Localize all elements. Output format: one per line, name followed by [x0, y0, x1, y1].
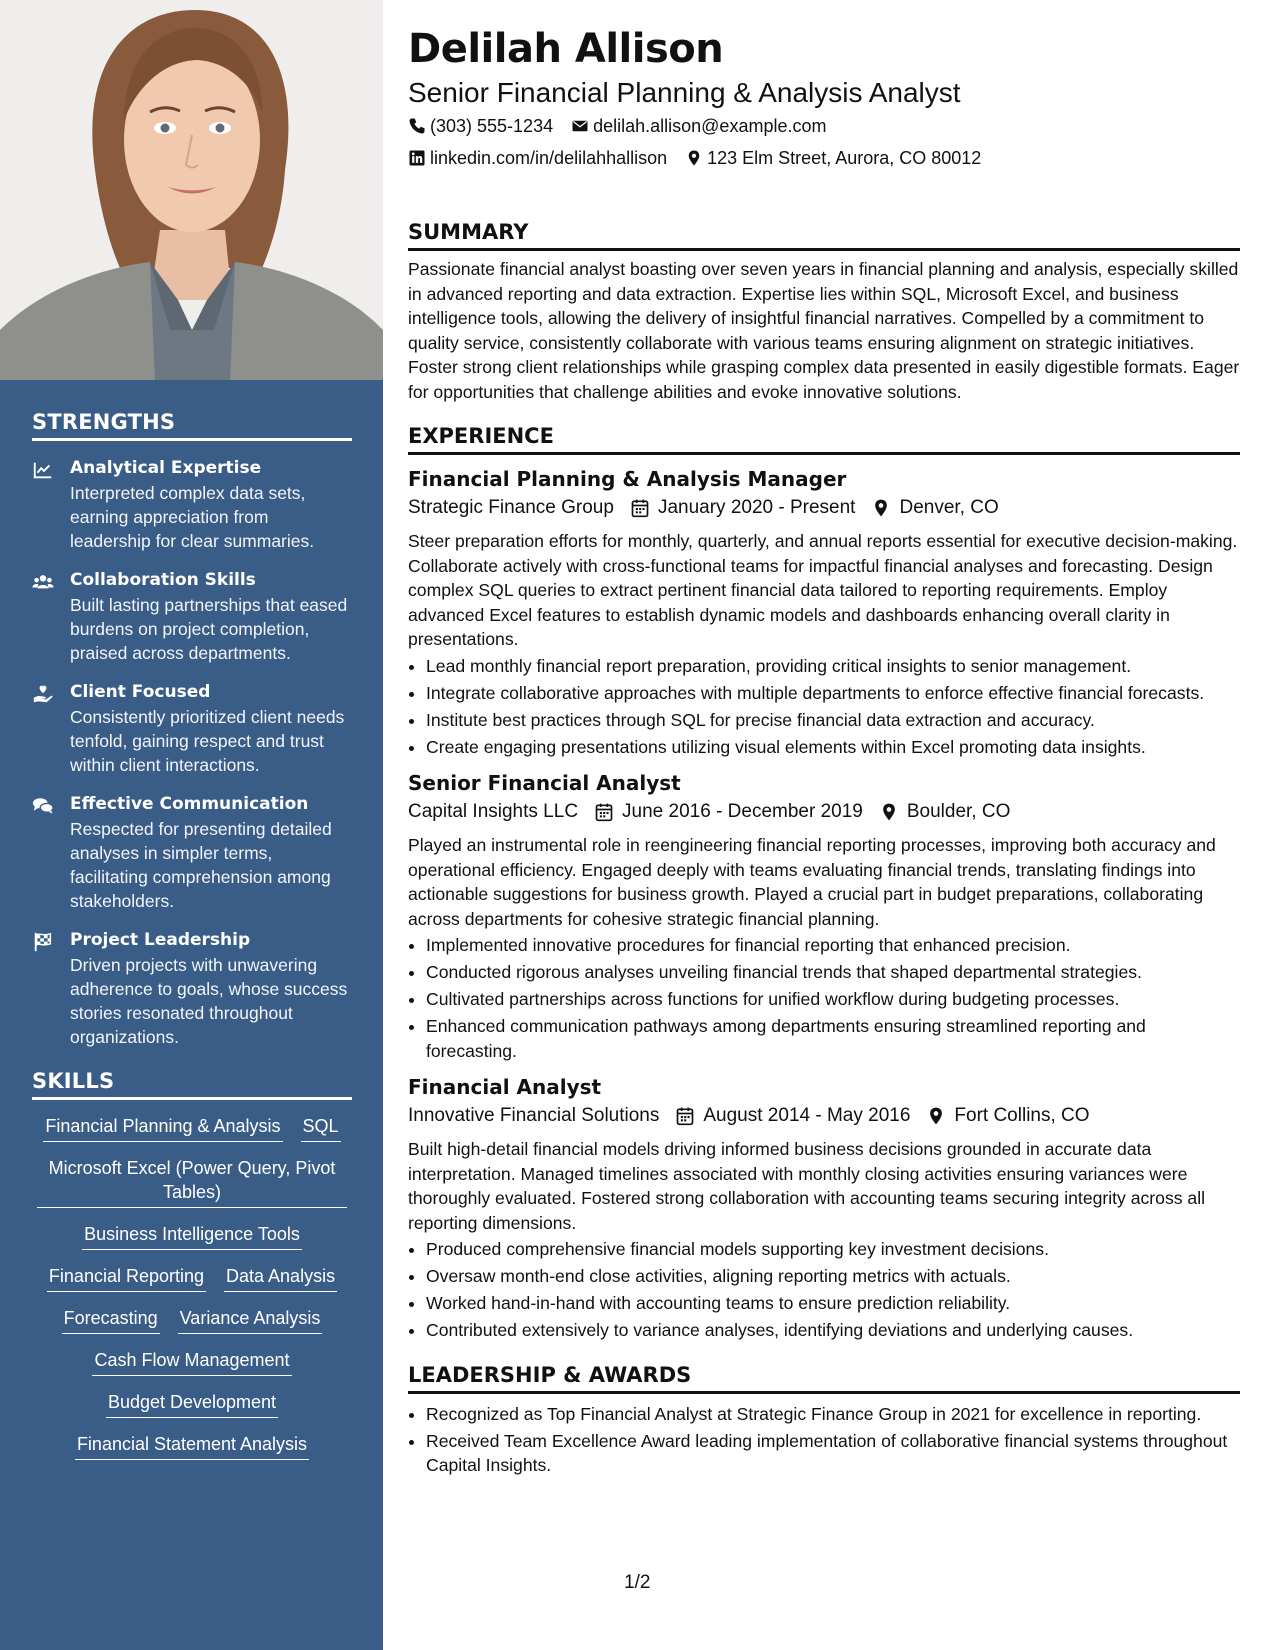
job-bullets: [408, 1237, 1240, 1343]
job-dates: August 2014 - May 2016: [703, 1105, 911, 1126]
envelope-icon: [571, 117, 589, 135]
main-content: [408, 24, 1240, 1480]
list-item: • Produced comprehensive financial models supporting key investment decisions.: [426, 1237, 1240, 1262]
strength-desc: Respected for presenting detailed analyses in simpler terms, facilitating comprehension among stakeholders.: [70, 819, 332, 911]
job-meta: [408, 493, 1240, 523]
job-meta: [408, 1101, 1240, 1131]
candidate-title: Senior Financial Planning & Analysis Analyst: [408, 77, 961, 108]
summary-text: Passionate financial analyst boasting over seven years in financial planning and analysis, especially skilled in advanced reporting and data extraction. Expertise lies within SQL, Microsoft Excel, and business intelligence tools, allowing the delivery of insightful financial narratives. Compelled by a commitment to quality service, consistently collaborate with various teams ensuring alignment on strategic initiatives. Foster strong client relationships while grasping complex data presented in easily digestible formats. Eager for opportunities that challenge abilities and evoke innovative solutions.: [408, 259, 1240, 402]
job-location: Denver, CO: [899, 497, 999, 518]
strengths-heading: STRENGTHS: [32, 410, 352, 441]
job-description: Played an instrumental role in reengineering financial reporting processes, improving both accuracy and operational efficiency. Engaged deeply with teams evaluating financial trends, translating findings into actionable suggestions for business growth. Played a crucial part in budget preparations, collaborating across departments for cohesive strategic financial planning.: [408, 835, 1216, 929]
skill-tag: Forecasting: [62, 1306, 160, 1334]
calendar-icon: [630, 498, 650, 518]
job-description: Built high-detail financial models driving informed business decisions grounded in accurate data interpretation. Managed timelines associated with monthly closing activities ensuring variances were thoroughly evaluated. Fostered strong collaboration with accounting teams securing integrity across all reporting dimensions.: [408, 1139, 1206, 1233]
strength-item: [32, 793, 352, 913]
skill-tag: SQL: [301, 1114, 341, 1142]
job-entry: [408, 465, 1240, 759]
phone-text: (303) 555-1234: [430, 116, 554, 136]
skill-tag: Variance Analysis: [178, 1306, 323, 1334]
awards-list: [408, 1402, 1240, 1478]
hand-holding-heart-icon: [32, 683, 54, 705]
profile-photo: [0, 0, 383, 380]
strength-title: Analytical Expertise: [70, 458, 262, 478]
skill-tag: Financial Planning & Analysis: [43, 1114, 282, 1142]
job-location: Boulder, CO: [906, 801, 1011, 822]
map-pin-icon: [879, 802, 899, 822]
skill-tag: Microsoft Excel (Power Query, Pivot Tables): [37, 1156, 347, 1208]
list-item: • Conducted rigorous analyses unveiling financial trends that shaped departmental strategies.: [426, 960, 1240, 985]
phone-icon: [408, 117, 426, 135]
sidebar: [0, 0, 383, 1650]
strength-title: Project Leadership: [70, 930, 251, 950]
list-item: • Recognized as Top Financial Analyst at Strategic Finance Group in 2021 for excellence in reporting.: [426, 1402, 1240, 1427]
linkedin-icon: [408, 149, 426, 167]
flag-checkered-icon: [32, 931, 54, 953]
awards-heading: LEADERSHIP & AWARDS: [408, 1363, 1240, 1394]
strength-title: Client Focused: [70, 682, 211, 702]
strength-title: Effective Communication: [70, 794, 309, 814]
map-pin-icon: [685, 149, 703, 167]
skill-tag: Business Intelligence Tools: [82, 1222, 302, 1250]
skill-tag: Cash Flow Management: [92, 1348, 291, 1376]
skill-tag: Financial Reporting: [47, 1264, 206, 1292]
strength-item: [32, 457, 352, 553]
job-company: Capital Insights LLC: [408, 801, 579, 822]
strength-desc: Consistently prioritized client needs tenfold, gaining respect and trust within client interactions.: [70, 707, 345, 775]
strength-desc: Built lasting partnerships that eased burdens on project completion, praised across departments.: [70, 595, 348, 663]
list-item: • Lead monthly financial report preparation, providing critical insights to senior management.: [426, 654, 1240, 679]
list-item: • Enhanced communication pathways among departments ensuring streamlined reporting and forecasting.: [426, 1014, 1240, 1063]
skills-heading: SKILLS: [32, 1069, 352, 1100]
list-item: • Cultivated partnerships across functions for unified workflow during budgeting processes.: [426, 987, 1240, 1012]
strength-item: [32, 569, 352, 665]
email-text: delilah.allison@example.com: [593, 116, 827, 136]
contact-row: [408, 110, 1240, 142]
list-item: • Oversaw month-end close activities, aligning reporting metrics with actuals.: [426, 1264, 1240, 1289]
job-meta: [408, 797, 1240, 827]
comments-icon: [32, 795, 54, 817]
page-number: 1/2: [624, 1572, 651, 1593]
job-location: Fort Collins, CO: [954, 1105, 1090, 1126]
summary-heading: SUMMARY: [408, 220, 1240, 251]
job-bullets: [408, 654, 1240, 760]
strength-desc: Interpreted complex data sets, earning appreciation from leadership for clear summaries.: [70, 483, 315, 551]
job-dates: June 2016 - December 2019: [622, 801, 863, 822]
list-item: • Contributed extensively to variance analyses, identifying deviations and underlying causes.: [426, 1318, 1240, 1343]
candidate-name: Delilah Allison: [408, 26, 724, 72]
list-item: • Received Team Excellence Award leading implementation of collaborative financial systems throughout Capital Insights.: [426, 1429, 1240, 1478]
skill-tag: Data Analysis: [224, 1264, 337, 1292]
job-description: Steer preparation efforts for monthly, quarterly, and annual reports essential for executive decision-making. Collaborate actively with cross-functional teams for impactful financial analyses and forecasting. Design complex SQL queries to extract pertinent financial data tailored to reporting requirements. Employ advanced Excel features to establish dynamic models and dashboards enhancing overall clarity in presentations.: [408, 531, 1238, 649]
strength-item: [32, 929, 352, 1049]
skills-list: [32, 1114, 352, 1460]
list-item: • Institute best practices through SQL for precise financial data extraction and accuracy.: [426, 708, 1240, 733]
job-entry: [408, 1073, 1240, 1343]
list-item: • Worked hand-in-hand with accounting teams to ensure prediction reliability.: [426, 1291, 1240, 1316]
list-item: • Implemented innovative procedures for financial reporting that enhanced precision.: [426, 933, 1240, 958]
list-item: • Integrate collaborative approaches with multiple departments to enforce effective financial forecasts.: [426, 681, 1240, 706]
calendar-icon: [594, 802, 614, 822]
job-company: Innovative Financial Solutions: [408, 1105, 660, 1126]
job-title: Financial Analyst: [408, 1075, 602, 1099]
strength-desc: Driven projects with unwavering adherence to goals, whose success stories resonated throughout organizations.: [70, 955, 348, 1047]
linkedin-text: linkedin.com/in/delilahhallison: [430, 148, 668, 168]
experience-heading: EXPERIENCE: [408, 424, 1240, 455]
map-pin-icon: [926, 1106, 946, 1126]
chart-line-icon: [32, 459, 54, 481]
job-company: Strategic Finance Group: [408, 497, 614, 518]
address-text: 123 Elm Street, Aurora, CO 80012: [707, 148, 982, 168]
skill-tag: Budget Development: [106, 1390, 278, 1418]
list-item: • Create engaging presentations utilizing visual elements within Excel promoting data insights.: [426, 735, 1240, 760]
job-title: Financial Planning & Analysis Manager: [408, 467, 847, 491]
strength-item: [32, 681, 352, 777]
map-pin-icon: [871, 498, 891, 518]
users-icon: [32, 571, 54, 593]
skill-tag: Financial Statement Analysis: [75, 1432, 309, 1460]
job-bullets: [408, 933, 1240, 1063]
job-dates: January 2020 - Present: [657, 497, 856, 518]
job-title: Senior Financial Analyst: [408, 771, 681, 795]
contact-row: [408, 142, 1240, 174]
job-entry: [408, 769, 1240, 1063]
calendar-icon: [675, 1106, 695, 1126]
strength-title: Collaboration Skills: [70, 570, 256, 590]
